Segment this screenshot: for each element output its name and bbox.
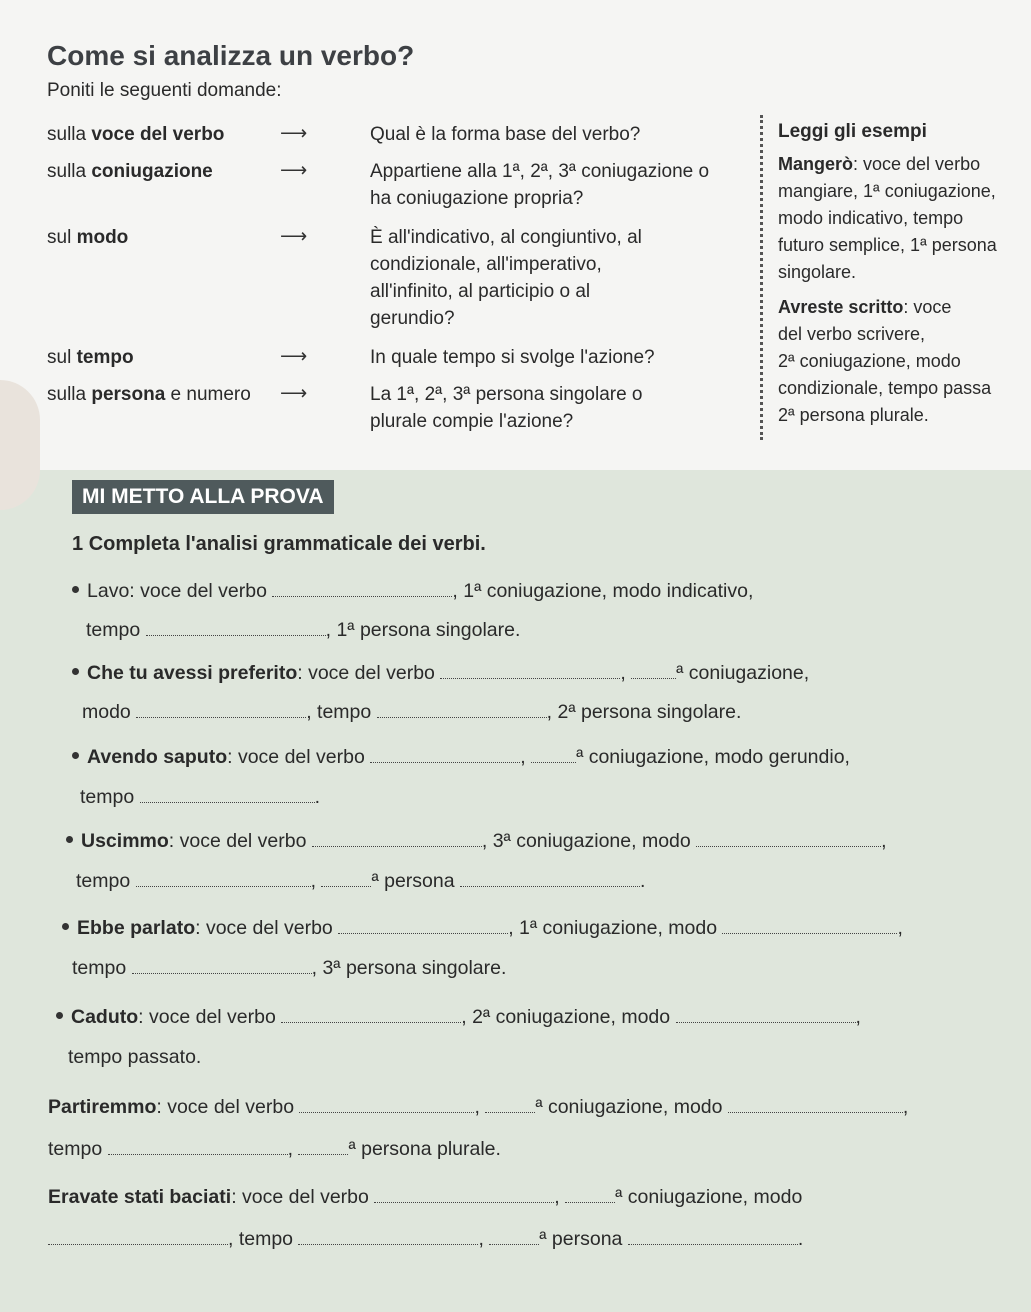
question-text-coniugazione: Appartiene alla 1ª, 2ª, 3ª coniugazione o ha coniugazione propria?	[370, 161, 710, 209]
blank-field[interactable]	[460, 872, 640, 887]
blank-field[interactable]	[299, 1098, 474, 1113]
blank-field[interactable]	[531, 748, 576, 763]
bullet-icon	[66, 836, 73, 843]
question-label-coniugazione: sulla coniugazione	[47, 161, 213, 182]
exercise-item-avendo-line2: tempo .	[80, 786, 321, 808]
blank-field[interactable]	[272, 582, 452, 597]
blank-field[interactable]	[489, 1230, 539, 1245]
blank-field[interactable]	[298, 1140, 348, 1155]
example-mangero: Mangerò: voce del verbo mangiare, 1ª coniugazione, modo indicativo, tempo futuro semplice, 1ª persona singolare.	[778, 154, 997, 282]
blank-field[interactable]	[48, 1230, 228, 1245]
exercise-item-lavo: Lavo: voce del verbo , 1ª coniugazione, modo indicativo,	[72, 580, 753, 603]
bullet-icon	[72, 752, 79, 759]
question-text-modo: È all'indicativo, al congiuntivo, al condizionale, all'imperativo, all'infinito, al participio o al gerundio?	[370, 227, 642, 329]
dotted-divider	[760, 115, 763, 440]
blank-field[interactable]	[676, 1008, 856, 1023]
question-text-voce: Qual è la forma base del verbo?	[370, 124, 641, 145]
blank-field[interactable]	[722, 919, 897, 934]
example-avreste-scritto: Avreste scritto: voce del verbo scrivere, 2ª coniugazione, modo condizionale, tempo passa 2ª persona plurale.	[778, 297, 992, 425]
question-label-modo: sul modo	[47, 227, 129, 248]
blank-field[interactable]	[298, 1230, 478, 1245]
intro-text: Poniti le seguenti domande:	[47, 80, 282, 101]
blank-field[interactable]	[628, 1230, 798, 1245]
arrow-icon: ⟶	[280, 346, 308, 367]
exercise-item-uscimmo: Uscimmo: voce del verbo , 3ª coniugazione, modo ,	[66, 830, 887, 853]
blank-field[interactable]	[108, 1140, 288, 1155]
exercise-item-ebbe-line2: tempo , 3ª persona singolare.	[72, 957, 507, 979]
arrow-icon: ⟶	[280, 160, 308, 181]
arrow-icon: ⟶	[280, 226, 308, 247]
page-edge-shadow	[0, 380, 40, 510]
blank-field[interactable]	[321, 872, 371, 887]
blank-field[interactable]	[338, 919, 508, 934]
question-label-persona: sulla persona e numero	[47, 384, 251, 405]
exercise-item-lavo-line2: tempo , 1ª persona singolare.	[86, 619, 521, 641]
exercise-item-partiremmo: Partiremmo: voce del verbo , ª coniugazione, modo ,	[48, 1096, 909, 1118]
blank-field[interactable]	[312, 832, 482, 847]
blank-field[interactable]	[146, 621, 326, 636]
question-label-voce: sulla voce del verbo	[47, 124, 225, 145]
section-badge: MI METTO ALLA PROVA	[72, 480, 334, 514]
blank-field[interactable]	[136, 703, 306, 718]
blank-field[interactable]	[140, 788, 315, 803]
blank-field[interactable]	[440, 664, 620, 679]
blank-field[interactable]	[370, 748, 520, 763]
exercise-item-eravate-stati-baciati: Eravate stati baciati: voce del verbo , ª coniugazione, modo	[48, 1186, 803, 1208]
bullet-icon	[56, 1012, 63, 1019]
blank-field[interactable]	[696, 832, 881, 847]
blank-field[interactable]	[136, 872, 311, 887]
exercise-item-avessi-preferito: Che tu avessi preferito: voce del verbo , ª coniugazione,	[72, 662, 809, 685]
exercise-item-ebbe-parlato: Ebbe parlato: voce del verbo , 1ª coniugazione, modo ,	[62, 917, 903, 940]
exercise-item-avessi-line2: modo , tempo , 2ª persona singolare.	[82, 701, 742, 723]
page-title: Come si analizza un verbo?	[47, 40, 415, 71]
exercise-title: 1 Completa l'analisi grammaticale dei verbi.	[72, 533, 486, 555]
blank-field[interactable]	[565, 1188, 615, 1203]
blank-field[interactable]	[281, 1008, 461, 1023]
exercise-item-partiremmo-line2: tempo , ª persona plurale.	[48, 1138, 501, 1160]
blank-field[interactable]	[377, 703, 547, 718]
examples-box	[778, 118, 1031, 437]
blank-field[interactable]	[631, 664, 676, 679]
exercise-item-caduto: Caduto: voce del verbo , 2ª coniugazione, modo ,	[56, 1006, 861, 1029]
arrow-icon: ⟶	[280, 123, 308, 144]
exercise-item-uscimmo-line2: tempo , ª persona .	[76, 870, 646, 892]
question-label-tempo: sul tempo	[47, 347, 134, 368]
question-text-persona: La 1ª, 2ª, 3ª persona singolare o plurale compie l'azione?	[370, 384, 643, 432]
bullet-icon	[62, 923, 69, 930]
exercise-item-caduto-line2: tempo passato.	[68, 1046, 202, 1068]
examples-heading: Leggi gli esempi	[778, 121, 927, 142]
question-text-tempo: In quale tempo si svolge l'azione?	[370, 347, 655, 368]
blank-field[interactable]	[132, 959, 312, 974]
bullet-icon	[72, 586, 79, 593]
arrow-icon: ⟶	[280, 383, 308, 404]
blank-field[interactable]	[374, 1188, 554, 1203]
exercise-item-avendo-saputo: Avendo saputo: voce del verbo , ª coniugazione, modo gerundio,	[72, 746, 850, 769]
bullet-icon	[72, 668, 79, 675]
blank-field[interactable]	[485, 1098, 535, 1113]
exercise-item-eravate-line2: , tempo , ª persona .	[48, 1228, 803, 1251]
blank-field[interactable]	[728, 1098, 903, 1113]
